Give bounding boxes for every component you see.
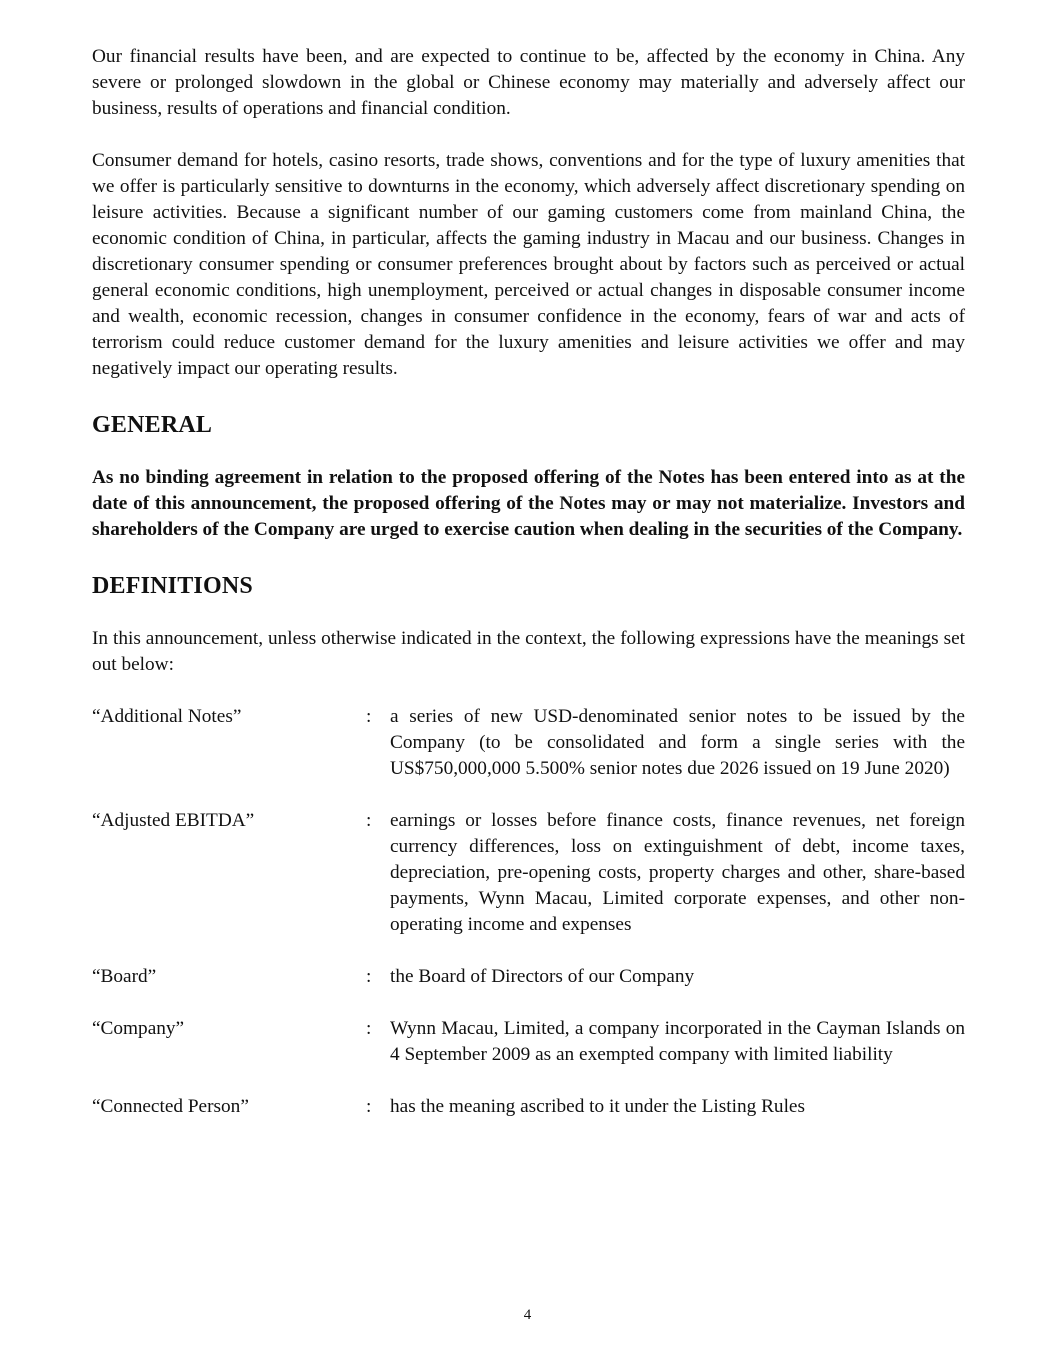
definition-separator: :	[366, 810, 372, 831]
definition-term: “Connected Person”	[92, 1096, 249, 1117]
definition-separator: :	[366, 966, 372, 987]
definition-separator: :	[366, 706, 372, 727]
paragraph-consumer-demand: Consumer demand for hotels, casino resorts, trade shows, conventions and for the type of luxury amenities that we offer is particularly sensitive to downturns in the economy, which adversely affect discretionary spending on leisure activities. Because a significant number of our gaming customers come from mainland China, the economic condition of China, in particular, affects the gaming industry in Macau and our business. Changes in discretionary consumer spending or consumer preferences brought about by factors such as perceived or actual general economic conditions, high unemployment, perceived or actual changes in disposable consumer income and wealth, economic recession, changes in consumer confidence in the economy, fears of war and acts of terrorism could reduce customer demand for the luxury amenities and leisure activities we offer and may negatively impact our operating results.	[92, 150, 965, 379]
document-page	[92, 44, 965, 1120]
definition-row-adjusted-ebitda	[92, 808, 965, 938]
paragraph-economy-intro: Our financial results have been, and are expected to continue to be, affected by the economy in China. Any severe or prolonged slowdown in the global or Chinese economy may materially and adversely affect our business, results of operations and financial condition.	[92, 46, 965, 119]
definitions-list	[92, 704, 965, 1120]
definition-term: “Additional Notes”	[92, 706, 242, 727]
definition-meaning: has the meaning ascribed to it under the Listing Rules	[390, 1096, 805, 1117]
definition-row-company	[92, 1016, 965, 1068]
definition-term: “Board”	[92, 966, 157, 987]
definition-meaning: a series of new USD-denominated senior notes to be issued by the Company (to be consolidated and form a single series with the US$750,000,000 5.500% senior notes due 2026 issued on 19 June 2020)	[390, 706, 965, 779]
definition-meaning: the Board of Directors of our Company	[390, 966, 695, 987]
general-notice: As no binding agreement in relation to the proposed offering of the Notes has been entered into as at the date of this announcement, the proposed offering of the Notes may or may not materialize. Investors and shareholders of the Company are urged to exercise caution when dealing in the securities of the Company.	[92, 467, 965, 540]
page-number: 4	[523, 1307, 532, 1323]
definition-row-additional-notes	[92, 704, 965, 782]
definitions-intro: In this announcement, unless otherwise indicated in the context, the following expressions have the meanings set out below:	[92, 628, 965, 675]
definition-row-board	[92, 964, 965, 990]
definition-row-connected-person	[92, 1094, 965, 1120]
definition-meaning: earnings or losses before finance costs, finance revenues, net foreign currency differences, loss on extinguishment of debt, income taxes, depreciation, pre-opening costs, property charges and other, share-based payments, Wynn Macau, Limited corporate expenses, and other non-operating income and expenses	[390, 810, 965, 935]
definition-separator: :	[366, 1096, 372, 1117]
definition-term: “Adjusted EBITDA”	[92, 810, 255, 831]
definitions-heading: DEFINITIONS	[92, 573, 253, 599]
definition-meaning: Wynn Macau, Limited, a company incorporated in the Cayman Islands on 4 September 2009 as an exempted company with limited liability	[390, 1018, 965, 1065]
general-heading: GENERAL	[92, 412, 213, 438]
definition-separator: :	[366, 1018, 372, 1039]
definition-term: “Company”	[92, 1018, 185, 1039]
